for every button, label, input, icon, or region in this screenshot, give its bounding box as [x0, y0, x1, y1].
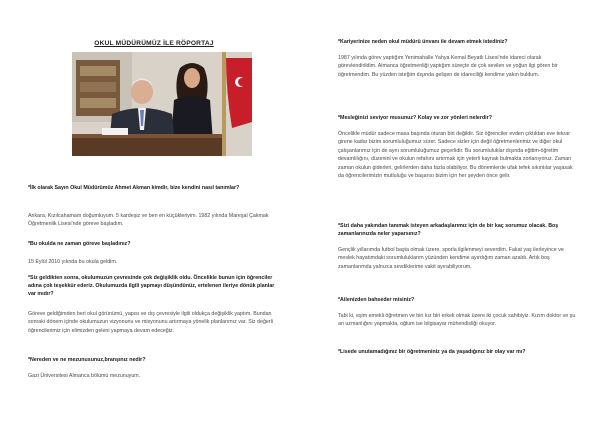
answer-3: Göreve geldiğimden beri okul görünümü, yapısı ve dış çevresiyle ilgili oldukça değişiklik yaptım. Bundan sonraki dönem içinde okulumuzun vizyonunu ve misyonunu artırmaya yönelik planlarımız var. Siz değerli öğrencilerimiz için elimizden geleni yapmaya devam edeceğiz. [28, 311, 273, 334]
answer-4: Gazi Üniversitesi Almanca bölümü mezunuyum. [28, 373, 141, 379]
answer-7: Gençlik yıllarımda futbol başta olmak üzere, sporla ilgilenmeyi severdim. Fakat yaş ilerleyince ve meslek hayatımdaki sorumluluklarım yüzünden kendime ayırdığım zaman azaldı. Artık boş zamanlarımda yalnızca sevdiklerime vakit ayırabiliyorum. [338, 247, 564, 270]
question-2: *Bu okulda ne zaman göreve başladınız? [28, 241, 131, 247]
question-9: *Lisede unutamadığınız bir öğretmeniniz ya da yaşadığınız bir olay var mı? [338, 349, 526, 355]
interview-photo [72, 52, 252, 156]
answer-1: Ankara, Kızılcahamam doğumluyum. 5 kardeşiz ve ben en küçükleriyim. 1982 yılında Mareşal Çakmak Öğretmenlik Lisesi'nde göreve başladım. [28, 213, 269, 228]
answer-2: 15 Eylül 2010 yılında bu okula geldim. [28, 259, 118, 265]
question-5: *Kariyerinize neden okul müdürü ünvanı ile devam etmek istediniz? [338, 39, 508, 45]
question-8: *Ailenizden bahseder misiniz? [338, 297, 415, 303]
question-3: *Siz geldikten sonra, okulumuzun çevresinde çok değişiklik oldu. Öncelikle bunun için öğrenciler adına çok teşekkür ederiz. Okulumuzda ilgili yapmayı düşündünüz, ertelenen ileriye dönük planlar var mıdır? [28, 275, 275, 297]
question-6: *Mesleğinizi seviyor musunuz? Kolay ve zor yönleri nelerdir? [338, 115, 492, 121]
question-4: *Nereden ve ne mezunusunuz,branşınız nedir? [28, 357, 146, 363]
answer-8: Tabi ki, eşim emekli öğretmen ve biri kız biri erkek olmak üzere iki çocuk sahibiyiz. Kızım doktor ve şu an uzmanlığını yapmakta, oğlum ise bilgisayar mühendisliği okuyor. [338, 313, 576, 328]
answer-5: 1987 yılında görev yaptığım Yenimahalle Yahya Kemal Beyatlı Lisesi'nde idareci olarak görevlendirildim. Almanca öğretmenliği yaptığım süreçte de çok sevilen ve yoğun ilgi gören bir öğretmendim. Bu yüzden isteğim dışında gelişen de idareciliği kendime yakın buldum. [338, 55, 558, 78]
question-1: *İlk olarak Sayın Okul Müdürümüz Ahmet Akman kimdir, bize kendini nasıl tanımlar? [28, 185, 240, 191]
question-7: *Sizi daha yakından tanımak isteyen arkadaşlarımız için de bir kaç sorumuz olacak. Boş zamanlarınızda neler yaparsınız? [338, 223, 559, 237]
interview-title: OKUL MÜDÜRÜMÜZ İLE RÖPORTAJ [94, 40, 214, 47]
office-photo-illustration [72, 52, 252, 156]
answer-6: Öncelikle müdür sadece masa başında oturan biri değildir. Siz öğrenciler evden çıktıktan eve tekrar girene kadar bizim sorumluluğumuz sürer. Sadece sizler için değil öğretmenlerimiz ve diğer okul çalışanlarımız için de aynı sorumluluğumuz geçerlidir. Bu sorumluluklar dışında eğitim-öğretim devamlılığını, düzenini ve okulun refahını artırmak için yeterli kaynak bulmakta zorlanıyoruz. Zaman zaman okulun giderleri, gelirlerden daha fazla olabiliyor. Bu dönemlerde ufak tefek sıkıntılar yaşasak da öğrencilerimizin mutluluğu ve başarısı bizim için her şeyden önce gelir. [338, 131, 573, 180]
